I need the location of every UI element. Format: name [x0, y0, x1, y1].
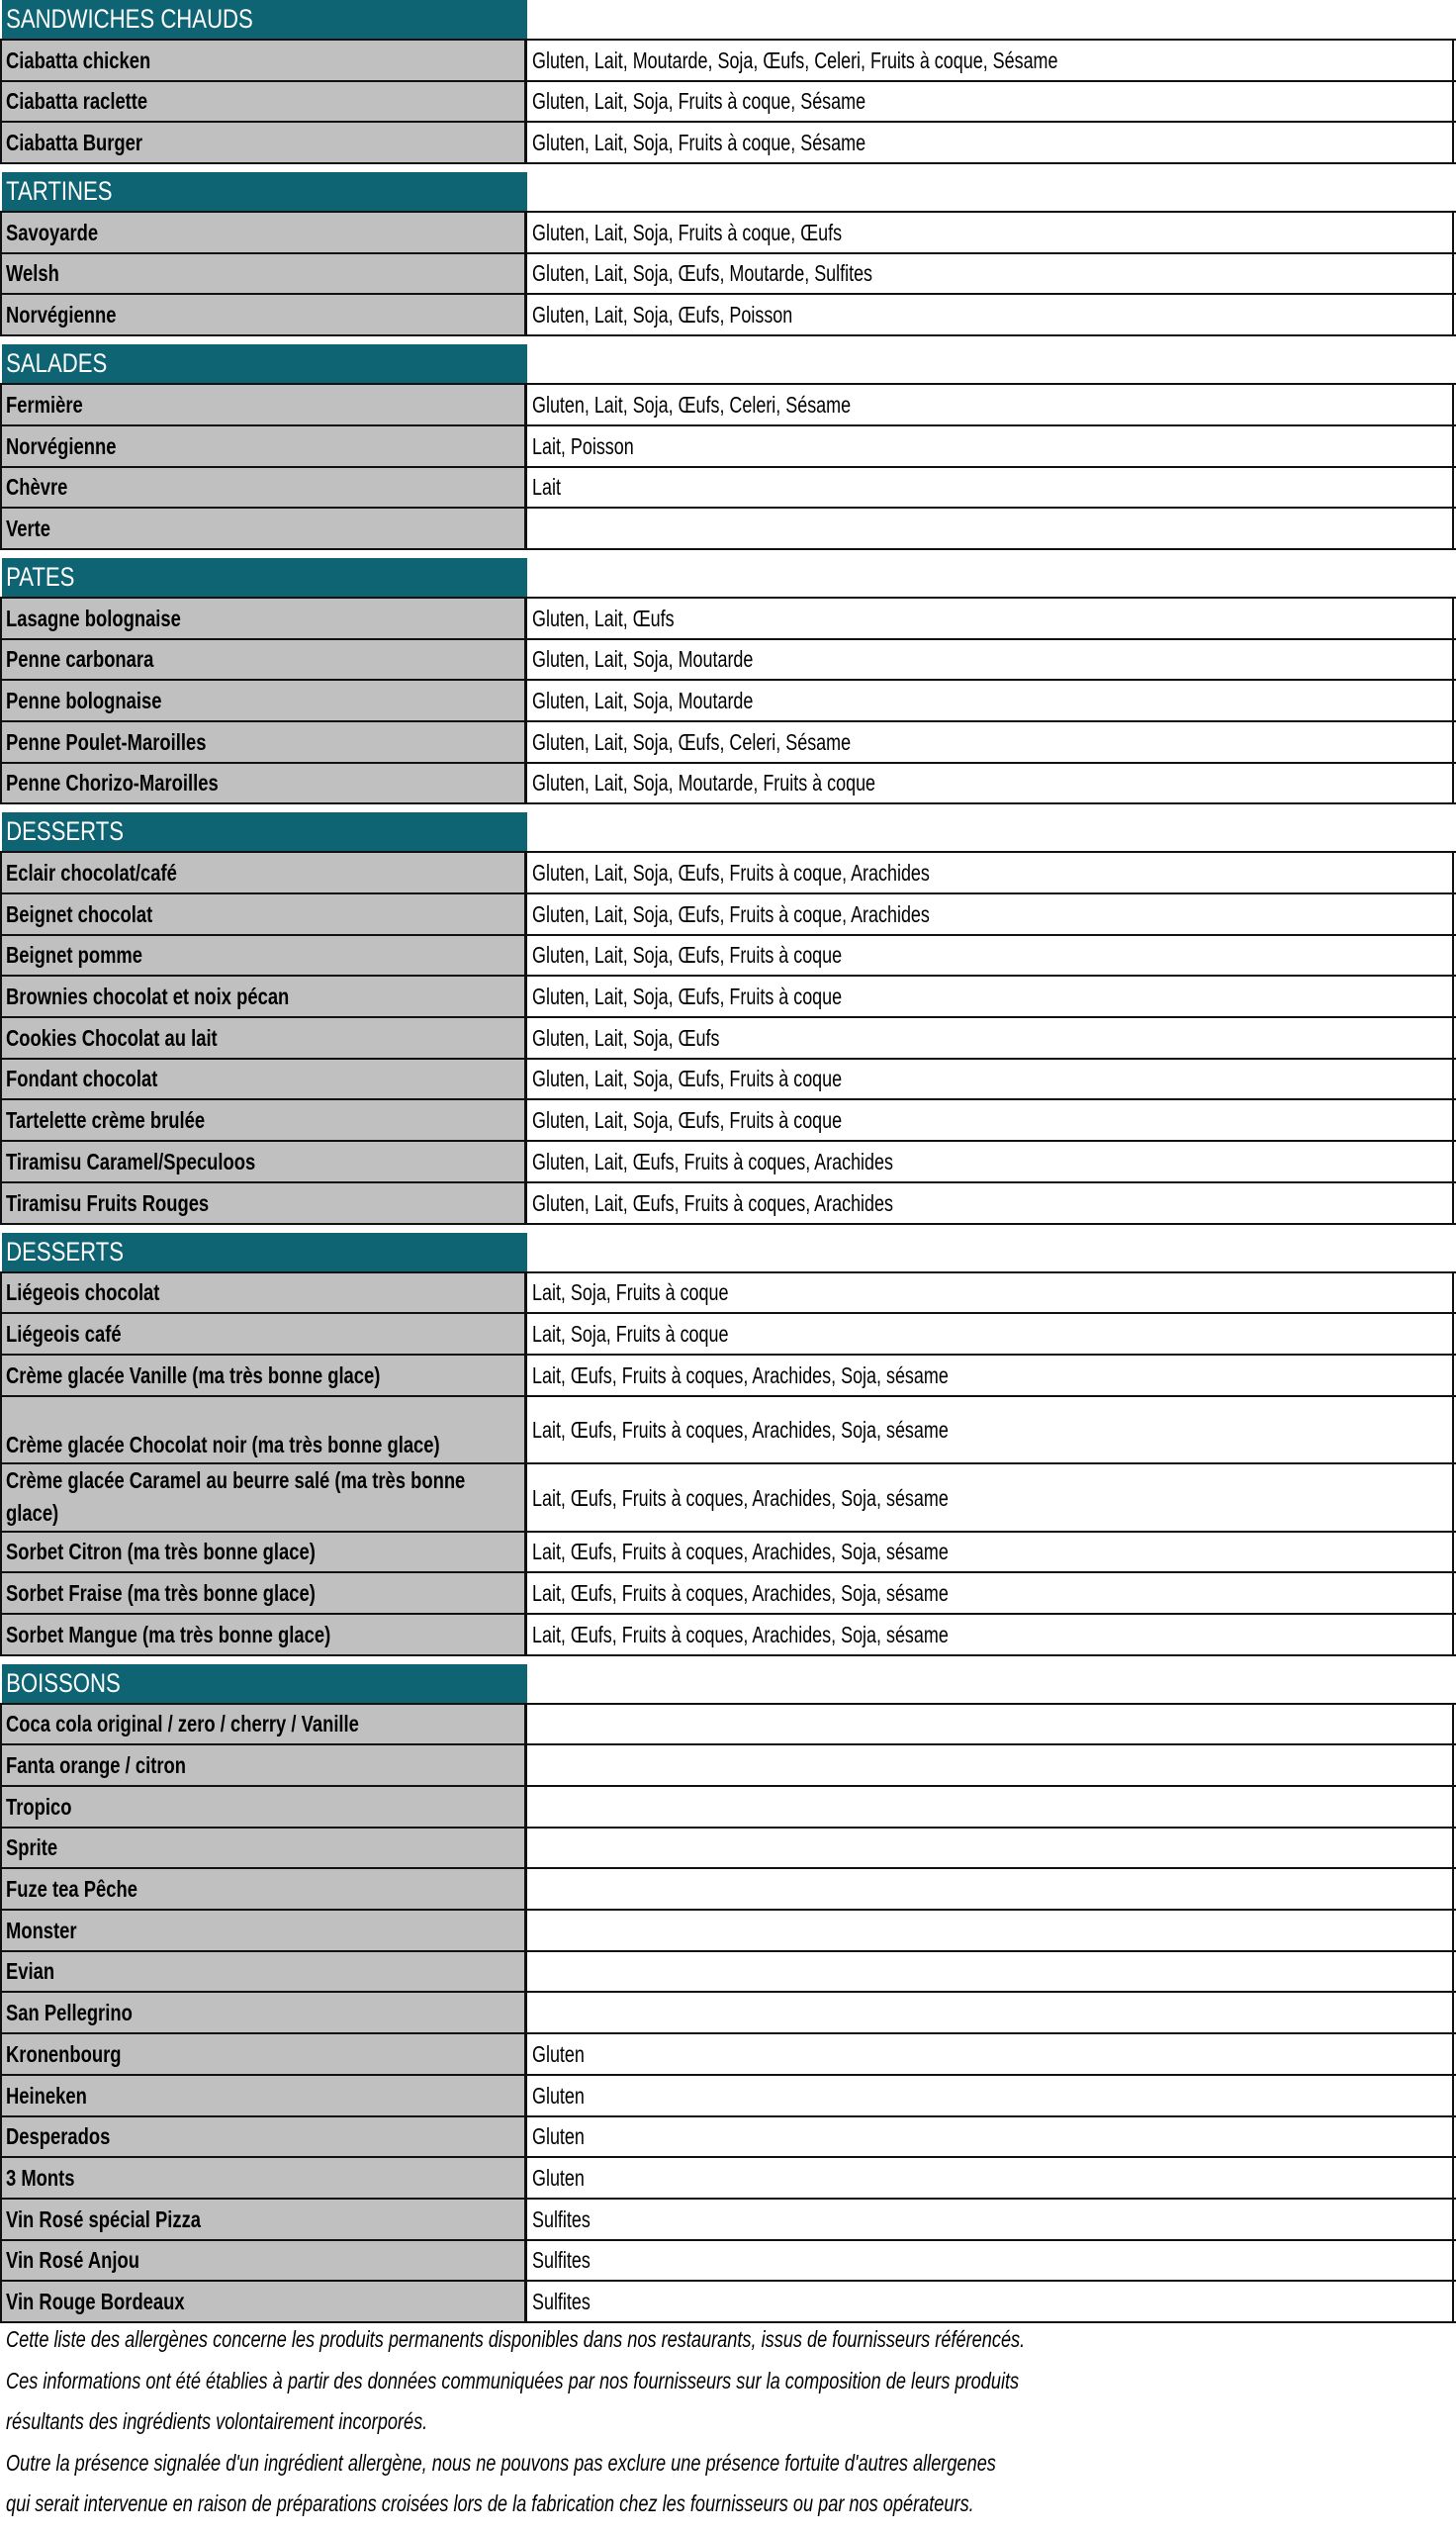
section-title: [2, 172, 527, 211]
allergens-cell: [527, 2282, 1454, 2321]
section: [0, 1664, 1456, 2323]
table-row: [0, 853, 1456, 894]
section-header: [0, 1664, 1456, 1703]
table-row: [0, 1533, 1456, 1574]
product-name-cell: [0, 509, 527, 548]
allergens-text: Sulfites: [532, 2288, 591, 2314]
allergens-cell: [527, 1397, 1454, 1463]
section-title: [2, 0, 527, 39]
allergens-text: Sulfites: [532, 2205, 591, 2232]
section-table: [0, 597, 1456, 804]
allergens-cell: [527, 1273, 1454, 1313]
allergens-cell: [527, 1911, 1454, 1950]
section: [0, 558, 1456, 804]
footnote-line: [0, 2319, 1456, 2361]
table-row: [0, 1993, 1456, 2034]
allergens-text: Lait, Œufs, Fruits à coques, Arachides, Soja, sésame: [532, 1621, 949, 1647]
allergens-cell: [527, 385, 1454, 424]
table-row: [0, 426, 1456, 468]
product-name: Savoyarde: [6, 219, 99, 245]
section: [0, 0, 1456, 164]
section-table: [0, 851, 1456, 1224]
table-row: [0, 1573, 1456, 1615]
allergens-text: Gluten, Lait, Soja, Œufs: [532, 1024, 720, 1051]
allergens-cell: [527, 1183, 1454, 1223]
allergens-cell: [527, 1787, 1454, 1827]
product-name-cell: [0, 1615, 527, 1654]
allergens-text: Gluten, Lait, Soja, Fruits à coque, Œufs: [532, 219, 843, 245]
allergens-cell: [527, 213, 1454, 252]
product-name-cell: [0, 599, 527, 638]
product-name-cell: [0, 1060, 527, 1099]
allergens-cell: [527, 2076, 1454, 2115]
table-row: [0, 2282, 1456, 2323]
allergens-cell: [527, 1952, 1454, 1992]
allergens-text: Gluten, Lait, Soja, Fruits à coque, Sésame: [532, 88, 866, 115]
product-name-cell: [0, 2076, 527, 2115]
table-row: [0, 1829, 1456, 1870]
product-name: Ciabatta raclette: [6, 88, 148, 115]
table-row: [0, 1615, 1456, 1656]
product-name-cell: [0, 41, 527, 80]
section-title-text: SALADES: [6, 348, 108, 379]
product-name-cell: [0, 82, 527, 122]
section-title: [2, 1664, 527, 1703]
section-header: [0, 1233, 1456, 1271]
table-row: [0, 1787, 1456, 1829]
table-row: [0, 2117, 1456, 2159]
product-name-cell: [0, 764, 527, 803]
product-name: Penne Poulet-Maroilles: [6, 728, 207, 755]
table-row: [0, 254, 1456, 296]
section-table: [0, 1271, 1456, 1656]
product-name-cell: [0, 295, 527, 334]
allergens-cell: [527, 1615, 1454, 1654]
product-name-cell: [0, 894, 527, 934]
allergens-cell: [527, 295, 1454, 334]
product-name-cell: [0, 1705, 527, 1744]
footnote: [0, 2319, 1456, 2525]
product-name: Kronenbourg: [6, 2040, 122, 2067]
allergens-cell: [527, 254, 1454, 294]
product-name: Crème glacée Chocolat noir (ma très bonne glace): [6, 1432, 440, 1458]
product-name-cell: [0, 722, 527, 762]
allergens-text: Gluten: [532, 2040, 585, 2067]
allergens-text: Lait, Œufs, Fruits à coques, Arachides, Soja, sésame: [532, 1539, 949, 1565]
footnote-line: [0, 2401, 1456, 2443]
allergens-cell: [527, 681, 1454, 720]
product-name-cell: [0, 853, 527, 892]
product-name-cell: [0, 1142, 527, 1181]
allergens-text: Lait, Soja, Fruits à coque: [532, 1279, 729, 1306]
product-name-cell: [0, 2034, 527, 2074]
product-name-cell: [0, 1787, 527, 1827]
table-row: [0, 2241, 1456, 2283]
allergens-cell: [527, 1356, 1454, 1395]
table-row: [0, 295, 1456, 336]
product-name-cell: [0, 254, 527, 294]
product-name-cell: [0, 1356, 527, 1395]
product-name: Penne Chorizo-Maroilles: [6, 770, 219, 797]
product-name-cell: [0, 1573, 527, 1613]
allergens-cell: [527, 2034, 1454, 2074]
allergens-cell: [527, 1464, 1454, 1531]
product-name: San Pellegrino: [6, 2000, 133, 2026]
section-title: [2, 344, 527, 383]
allergens-text: Gluten, Lait, Soja, Moutarde, Fruits à coque: [532, 770, 876, 797]
footnote-text: qui serait intervenue en raison de préparations croisées lors de la fabrication chez les fournisseurs ou par nos opérateurs.: [6, 2490, 974, 2517]
allergens-cell: [527, 1869, 1454, 1909]
table-row: [0, 1183, 1456, 1225]
allergens-cell: [527, 1745, 1454, 1785]
product-name: Ciabatta chicken: [6, 47, 151, 73]
table-row: [0, 2158, 1456, 2200]
section: [0, 344, 1456, 550]
allergens-cell: [527, 599, 1454, 638]
product-name: Penne carbonara: [6, 646, 154, 673]
product-name: Penne bolognaise: [6, 687, 162, 713]
footnote-line: [0, 2484, 1456, 2525]
table-row: [0, 640, 1456, 682]
section-title-text: PATES: [6, 561, 75, 592]
allergens-text: Lait, Œufs, Fruits à coques, Arachides, Soja, sésame: [532, 1361, 949, 1388]
allergens-text: Sulfites: [532, 2247, 591, 2274]
product-name-cell: [0, 2158, 527, 2198]
allergens-text: Gluten, Lait, Soja, Œufs, Fruits à coque: [532, 984, 843, 1010]
section-title-text: SANDWICHES CHAUDS: [6, 4, 253, 34]
product-name-cell: [0, 681, 527, 720]
product-name: Sprite: [6, 1834, 58, 1861]
product-name: Tartelette crème brulée: [6, 1107, 206, 1134]
table-row: [0, 1142, 1456, 1183]
product-name: Chèvre: [6, 474, 68, 501]
product-name-cell: [0, 1273, 527, 1313]
allergens-cell: [527, 123, 1454, 162]
section-title: [2, 558, 527, 597]
section-table: [0, 211, 1456, 336]
table-row: [0, 1464, 1456, 1533]
table-row: [0, 2076, 1456, 2117]
product-name-cell: [0, 1869, 527, 1909]
allergens-text: Gluten, Lait, Soja, Œufs, Celeri, Sésame: [532, 391, 852, 418]
product-name: Eclair chocolat/café: [6, 860, 177, 886]
product-name: Welsh: [6, 260, 59, 287]
section-title: [2, 812, 527, 851]
product-name: Monster: [6, 1917, 77, 1943]
product-name-cell: [0, 1745, 527, 1785]
footnote-text: Ces informations ont été établies à partir des données communiquées par nos fournisseurs sur la composition de leurs produits: [6, 2367, 1020, 2393]
allergens-cell: [527, 2200, 1454, 2239]
product-name-cell: [0, 468, 527, 508]
table-row: [0, 1705, 1456, 1746]
allergens-text: Gluten, Lait, Soja, Œufs, Poisson: [532, 302, 793, 328]
table-row: [0, 1911, 1456, 1952]
allergens-cell: [527, 722, 1454, 762]
product-name: Beignet chocolat: [6, 900, 153, 927]
product-name: Vin Rosé spécial Pizza: [6, 2205, 202, 2232]
product-name: Beignet pomme: [6, 942, 143, 969]
allergens-text: Gluten: [532, 2123, 585, 2150]
product-name: Tropico: [6, 1793, 72, 1820]
product-name-cell: [0, 1993, 527, 2032]
allergens-cell: [527, 2241, 1454, 2281]
product-name: Fondant chocolat: [6, 1066, 158, 1092]
allergens-cell: [527, 1060, 1454, 1099]
product-name: Heineken: [6, 2082, 87, 2109]
table-row: [0, 1745, 1456, 1787]
allergens-cell: [527, 853, 1454, 892]
table-row: [0, 82, 1456, 124]
table-row: [0, 1018, 1456, 1060]
product-name-cell: [0, 385, 527, 424]
section-title: [2, 1233, 527, 1271]
allergens-cell: [527, 894, 1454, 934]
section: [0, 812, 1456, 1224]
section-title-text: BOISSONS: [6, 1667, 121, 1698]
product-name: Sorbet Citron (ma très bonne glace): [6, 1539, 316, 1565]
product-name-cell: [0, 2117, 527, 2157]
allergens-text: Gluten, Lait, Soja, Œufs, Fruits à coque: [532, 1066, 843, 1092]
product-name: Tiramisu Caramel/Speculoos: [6, 1148, 256, 1174]
product-name: Crème glacée Vanille (ma très bonne glace): [6, 1361, 381, 1388]
table-row: [0, 599, 1456, 640]
product-name: Sorbet Mangue (ma très bonne glace): [6, 1621, 331, 1647]
allergens-text: Gluten, Lait, Soja, Œufs, Fruits à coque, Arachides: [532, 860, 930, 886]
allergens-text: Gluten, Lait, Œufs, Fruits à coques, Arachides: [532, 1148, 893, 1174]
allergens-text: Gluten, Lait, Soja, Œufs, Fruits à coque: [532, 942, 843, 969]
section-header: [0, 558, 1456, 597]
product-name: Crème glacée Caramel au beurre salé (ma très bonne glace): [6, 1466, 466, 1526]
table-row: [0, 1356, 1456, 1397]
product-name-cell: [0, 1397, 527, 1463]
allergens-cell: [527, 1573, 1454, 1613]
allergens-text: Gluten, Lait, Œufs, Fruits à coques, Arachides: [532, 1189, 893, 1216]
table-row: [0, 385, 1456, 426]
allergens-cell: [527, 1829, 1454, 1868]
allergens-text: Lait, Œufs, Fruits à coques, Arachides, Soja, sésame: [532, 1484, 949, 1511]
product-name: Sorbet Fraise (ma très bonne glace): [6, 1579, 316, 1606]
section-table: [0, 1703, 1456, 2323]
product-name: Cookies Chocolat au lait: [6, 1024, 218, 1051]
product-name: Norvégienne: [6, 302, 117, 328]
table-row: [0, 1397, 1456, 1465]
allergens-text: Gluten, Lait, Soja, Œufs, Celeri, Sésame: [532, 728, 852, 755]
product-name: Vin Rosé Anjou: [6, 2247, 139, 2274]
footnote-line: [0, 2443, 1456, 2485]
allergens-text: Gluten, Lait, Soja, Œufs, Fruits à coque: [532, 1107, 843, 1134]
footnote-line: [0, 2361, 1456, 2402]
product-name-cell: [0, 1829, 527, 1868]
allergens-cell: [527, 1705, 1454, 1744]
section-title-text: TARTINES: [6, 176, 113, 207]
allergens-cell: [527, 2158, 1454, 2198]
allergens-text: Lait, Œufs, Fruits à coques, Arachides, Soja, sésame: [532, 1579, 949, 1606]
product-name: Tiramisu Fruits Rouges: [6, 1189, 210, 1216]
table-row: [0, 1100, 1456, 1142]
allergens-text: Gluten, Lait, Soja, Œufs, Moutarde, Sulfites: [532, 260, 873, 287]
product-name: Desperados: [6, 2123, 111, 2150]
product-name: Verte: [6, 515, 51, 541]
table-row: [0, 977, 1456, 1018]
table-row: [0, 2034, 1456, 2076]
section-header: [0, 812, 1456, 851]
allergens-cell: [527, 640, 1454, 680]
allergens-cell: [527, 509, 1454, 548]
footnote-text: Cette liste des allergènes concerne les produits permanents disponibles dans nos restaurants, issus de fournisseurs référencés.: [6, 2326, 1026, 2352]
product-name: Fermière: [6, 391, 83, 418]
section-title-text: DESSERTS: [6, 1236, 125, 1266]
product-name: Ciabatta Burger: [6, 130, 143, 156]
table-row: [0, 213, 1456, 254]
allergens-cell: [527, 426, 1454, 466]
product-name-cell: [0, 2241, 527, 2281]
table-row: [0, 764, 1456, 805]
allergens-cell: [527, 1993, 1454, 2032]
table-row: [0, 1060, 1456, 1101]
product-name-cell: [0, 2282, 527, 2321]
table-row: [0, 1314, 1456, 1356]
product-name-cell: [0, 1952, 527, 1992]
allergens-cell: [527, 2117, 1454, 2157]
table-row: [0, 2200, 1456, 2241]
allergens-cell: [527, 41, 1454, 80]
product-name-cell: [0, 123, 527, 162]
table-row: [0, 1273, 1456, 1315]
product-name-cell: [0, 1314, 527, 1354]
allergens-text: Gluten, Lait, Moutarde, Soja, Œufs, Celeri, Fruits à coque, Sésame: [532, 47, 1058, 73]
allergens-text: Lait, Œufs, Fruits à coques, Arachides, Soja, sésame: [532, 1417, 949, 1444]
allergens-cell: [527, 1018, 1454, 1058]
allergens-cell: [527, 468, 1454, 508]
table-row: [0, 894, 1456, 936]
product-name: Vin Rouge Bordeaux: [6, 2288, 185, 2314]
product-name: Liégeois café: [6, 1320, 122, 1347]
allergens-text: Lait, Poisson: [532, 432, 634, 459]
allergens-cell: [527, 1100, 1454, 1140]
section-table: [0, 39, 1456, 164]
allergens-text: Gluten, Lait, Œufs: [532, 605, 675, 631]
product-name-cell: [0, 1183, 527, 1223]
allergens-cell: [527, 936, 1454, 976]
table-row: [0, 468, 1456, 510]
product-name-cell: [0, 1911, 527, 1950]
allergens-cell: [527, 1533, 1454, 1572]
section-table: [0, 383, 1456, 550]
table-row: [0, 936, 1456, 978]
allergens-cell: [527, 1314, 1454, 1354]
product-name: Coca cola original / zero / cherry / Vanille: [6, 1711, 359, 1737]
allergens-text: Gluten: [532, 2082, 585, 2109]
section: [0, 172, 1456, 336]
product-name-cell: [0, 426, 527, 466]
product-name-cell: [0, 640, 527, 680]
section-title-text: DESSERTS: [6, 816, 125, 847]
product-name: 3 Monts: [6, 2164, 75, 2191]
section: [0, 1233, 1456, 1656]
allergens-cell: [527, 82, 1454, 122]
allergens-cell: [527, 977, 1454, 1016]
product-name-cell: [0, 977, 527, 1016]
product-name-cell: [0, 1533, 527, 1572]
table-row: [0, 1869, 1456, 1911]
product-name-cell: [0, 213, 527, 252]
section-header: [0, 0, 1456, 39]
allergens-text: Lait, Soja, Fruits à coque: [532, 1320, 729, 1347]
product-name-cell: [0, 1100, 527, 1140]
table-row: [0, 681, 1456, 722]
product-name-cell: [0, 936, 527, 976]
allergens-text: Gluten, Lait, Soja, Œufs, Fruits à coque, Arachides: [532, 900, 930, 927]
allergens-text: Gluten: [532, 2164, 585, 2191]
footnote-text: Outre la présence signalée d'un ingrédient allergène, nous ne pouvons pas exclure une présence fortuite d'autres allergenes: [6, 2449, 996, 2476]
table-row: [0, 41, 1456, 82]
product-name-cell: [0, 2200, 527, 2239]
product-name: Liégeois chocolat: [6, 1279, 160, 1306]
product-name-cell: [0, 1464, 527, 1531]
product-name-cell: [0, 1018, 527, 1058]
product-name: Fanta orange / citron: [6, 1752, 186, 1778]
product-name: Evian: [6, 1958, 55, 1985]
allergens-text: Gluten, Lait, Soja, Moutarde: [532, 646, 754, 673]
table-row: [0, 509, 1456, 550]
product-name: Lasagne bolognaise: [6, 605, 181, 631]
table-row: [0, 1952, 1456, 1994]
table-row: [0, 722, 1456, 764]
allergens-text: Gluten, Lait, Soja, Fruits à coque, Sésame: [532, 130, 866, 156]
allergens-cell: [527, 1142, 1454, 1181]
product-name: Fuze tea Pêche: [6, 1876, 137, 1903]
allergens-text: Lait: [532, 474, 561, 501]
table-row: [0, 123, 1456, 164]
allergens-cell: [527, 764, 1454, 803]
product-name: Norvégienne: [6, 432, 117, 459]
section-header: [0, 344, 1456, 383]
allergens-text: Gluten, Lait, Soja, Moutarde: [532, 687, 754, 713]
product-name: Brownies chocolat et noix pécan: [6, 984, 290, 1010]
footnote-text: résultants des ingrédients volontairement incorporés.: [6, 2408, 428, 2435]
section-header: [0, 172, 1456, 211]
